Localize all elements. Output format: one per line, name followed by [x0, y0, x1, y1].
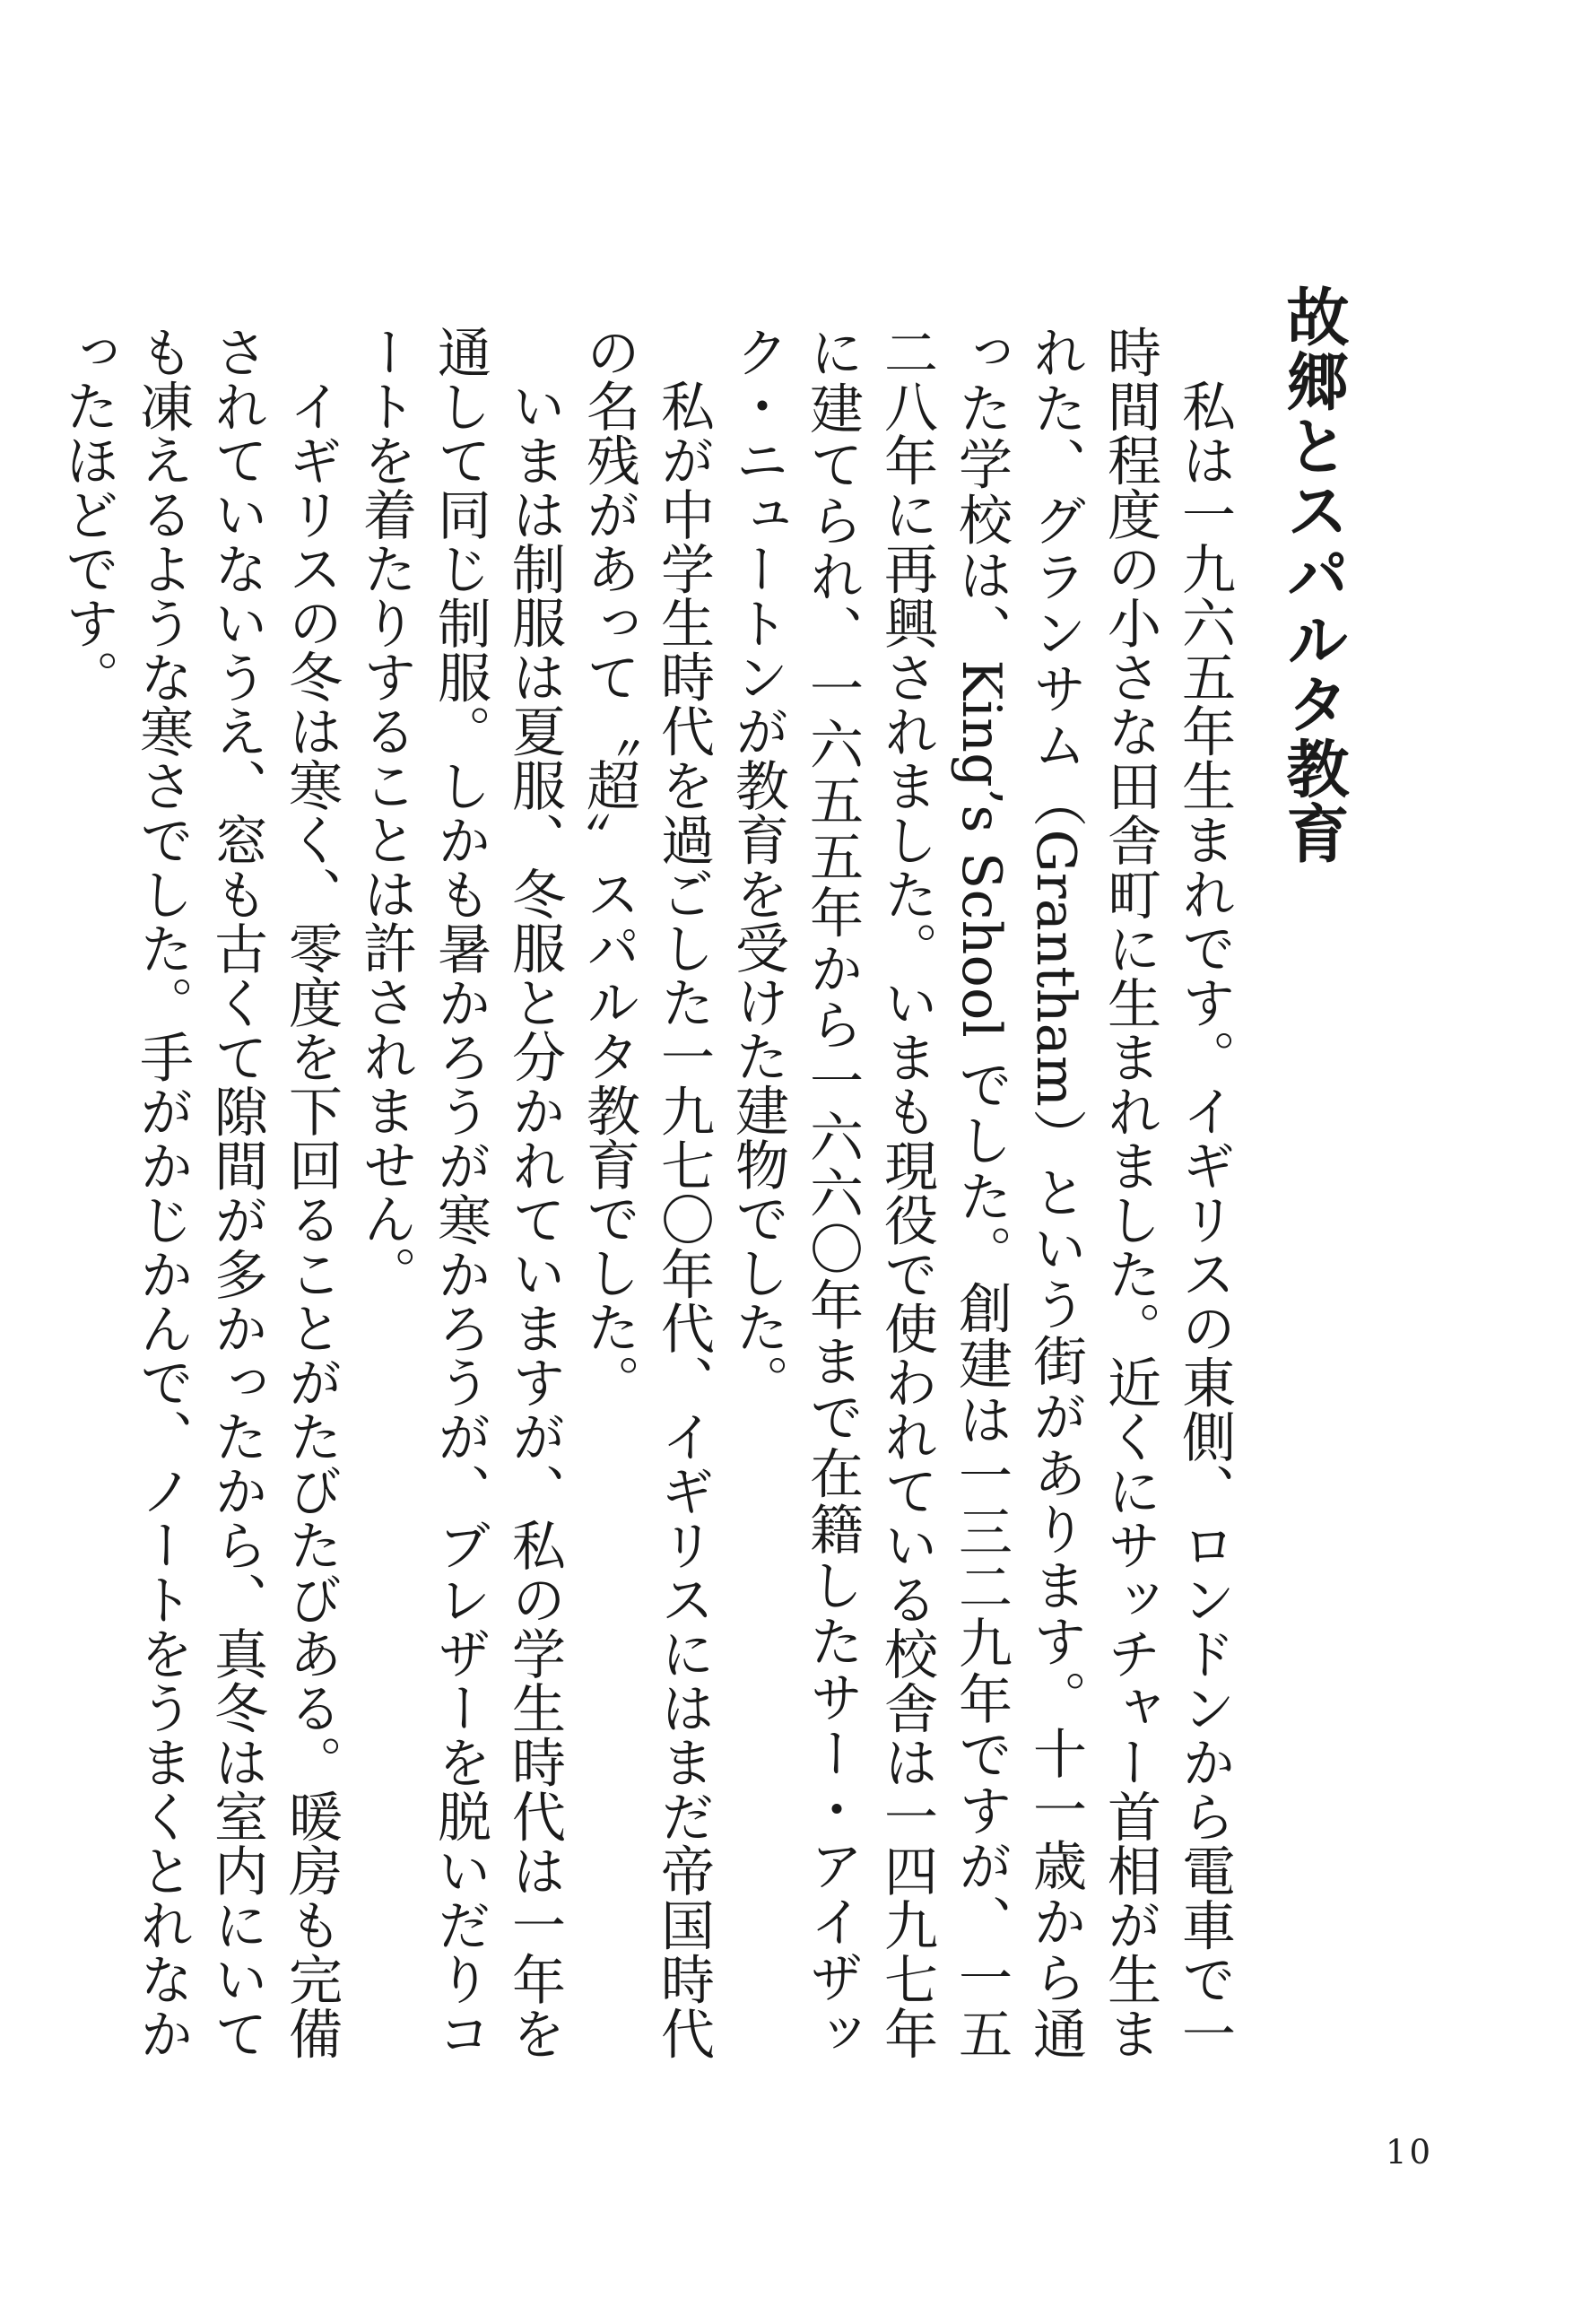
body-text — [0, 325, 1241, 2060]
section-heading: 故郷とスパルタ教育 — [1276, 284, 1350, 866]
page-number: 10 — [1386, 2133, 1434, 2172]
paragraph-1: 私は一九六五年生まれです。イギリスの東側、ロンドンから電車で一時間程度の小さな田舎町に生まれました。近くにサッチャー首相が生まれた、グランサム（Grantham）という街があります。十一歳から通った学校は、King’s School でした。創建は一三二九年ですが、一五二八年に再興されました。いまも現役で使われている校舎は一四九七年に建てられ、一六五五年から一六六〇年まで在籍したサー・アイザック・ニュートンが教育を受けた建物でした。 — [726, 325, 1236, 2060]
paragraph-4: イギリスの冬は寒く、零度を下回ることがたびたびある。暖房も完備されていないうえ、窓も古くて隙間が多かったから、真冬は室内にいても凍えるような寒さでした。手がかじかんで、ノートをうまくとれなかったほどです。 — [56, 325, 343, 2060]
paragraph-2: 私が中学生時代を過ごした一九七〇年代、イギリスにはまだ帝国時代の名残があって〝超〟スパルタ教育でした。 — [578, 325, 715, 2060]
paragraph-3: いまは制服は夏服、冬服と分かれていますが、私の学生時代は一年を通して同じ制服。しかも暑かろうが寒かろうが、ブレザーを脱いだりコートを着たりすることは許されません。 — [354, 325, 566, 2060]
